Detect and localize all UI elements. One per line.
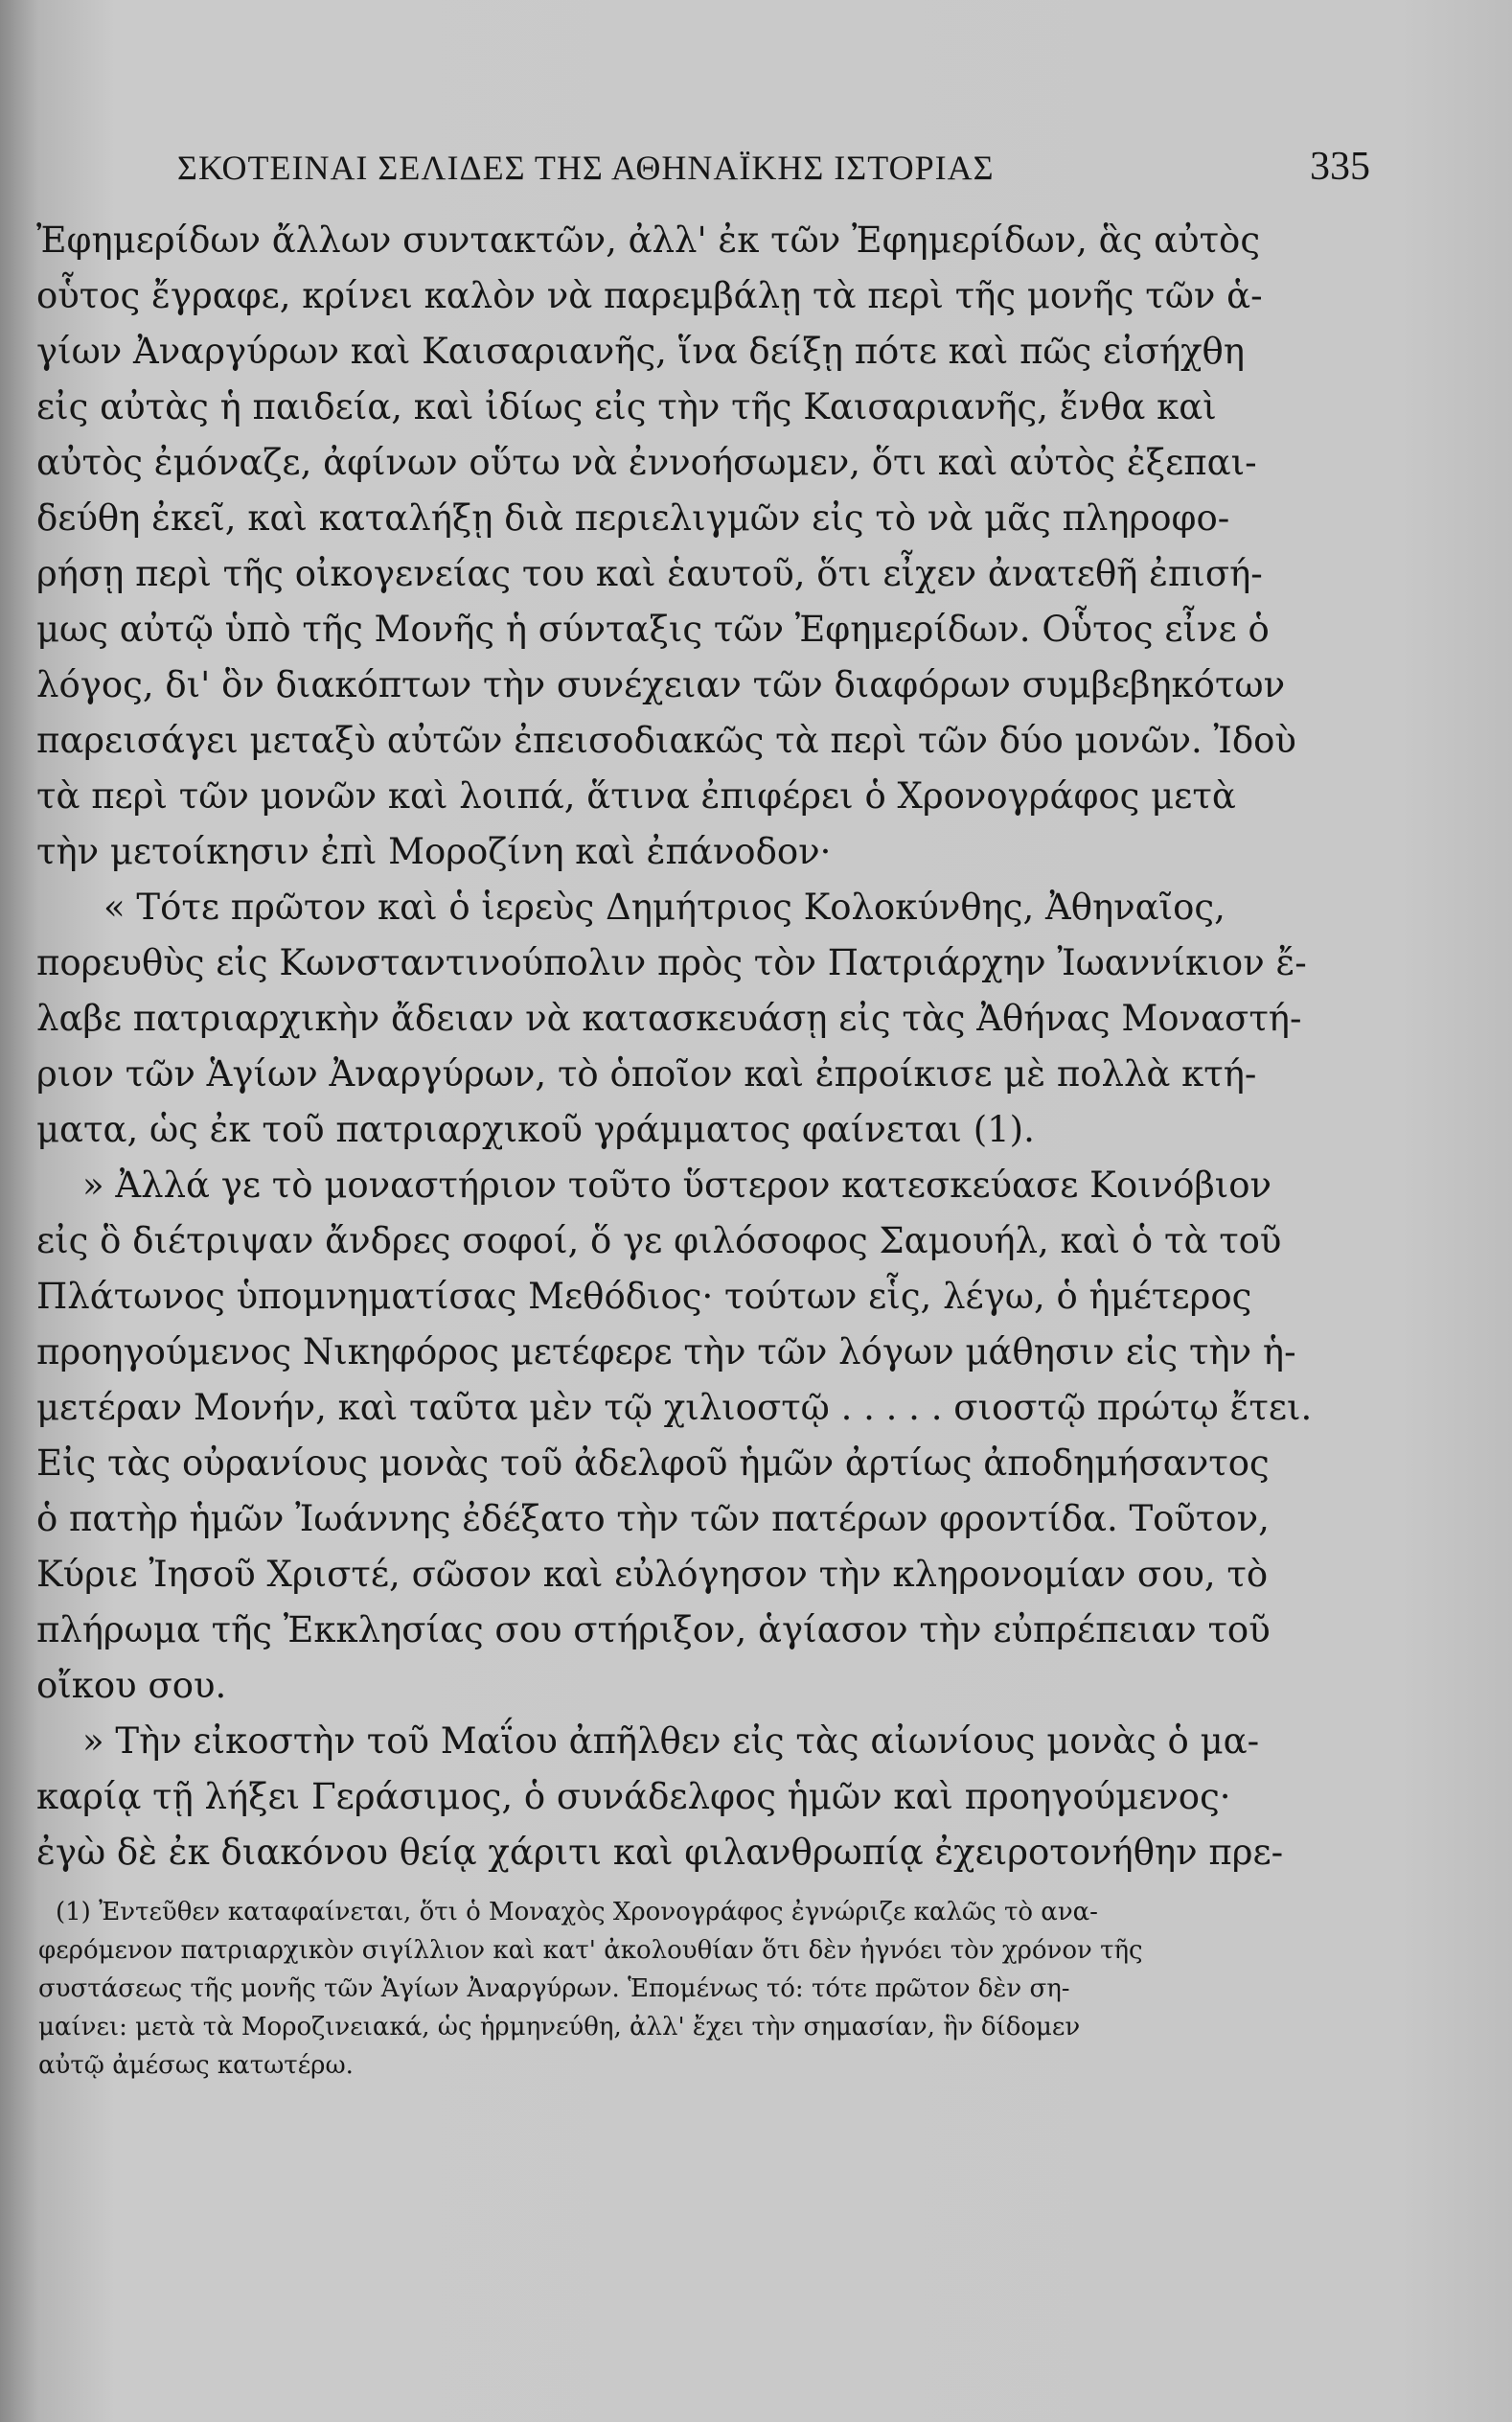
- footnote-line: μαίνει: μετὰ τὰ Μοροζινειακά, ὡς ἡρμηνεύθη, ἀλλ' ἔχει τὴν σημασίαν, ἣν δίδομεν: [38, 2013, 1081, 2041]
- footnote-line: (1) Ἐντεῦθεν καταφαίνεται, ὅτι ὁ Μοναχὸς Χρονογράφος ἐγνώριζε καλῶς τὸ ανα-: [56, 1898, 1098, 1926]
- text-line: καρίᾳ τῇ λήξει Γεράσιμος, ὁ συνάδελφος ἡμῶν καὶ προηγούμενος·: [36, 1776, 1231, 1817]
- text-line: ἐγὼ δὲ ἐκ διακόνου θείᾳ χάριτι καὶ φιλανθρωπίᾳ ἐχειροτονήθην πρε-: [36, 1832, 1284, 1873]
- text-line: δεύθη ἐκεῖ, καὶ καταλήξῃ διὰ περιελιγμῶν εἰς τὸ νὰ μᾶς πληροφο-: [36, 497, 1230, 539]
- text-line: τὴν μετοίκησιν ἐπὶ Μοροζίνη καὶ ἐπάνοδον·: [36, 831, 832, 872]
- footnote-line: συστάσεως τῆς μονῆς τῶν Ἁγίων Ἀναργύρων. Ἑπομένως τό: τότε πρῶτον δὲν ση-: [38, 1974, 1070, 2003]
- text-line: » Ἀλλά γε τὸ μοναστήριον τοῦτο ὕστερον κατεσκεύασε Κοινόβιον: [82, 1165, 1272, 1206]
- text-line: λαβε πατριαρχικὴν ἄδειαν νὰ κατασκευάσῃ εἰς τὰς Ἀθήνας Μοναστή-: [36, 998, 1302, 1039]
- text-line: μετέραν Μονήν, καὶ ταῦτα μὲν τῷ χιλιοστῷ . . . . . σιοστῷ πρώτῳ ἔτει.: [36, 1387, 1313, 1428]
- text-line: λόγος, δι' ὃν διακόπτων τὴν συνέχειαν τῶν διαφόρων συμβεβηκότων: [36, 664, 1286, 705]
- running-title: ΣΚΟΤΕΙΝΑΙ ΣΕΛΙΔΕΣ ΤΗΣ ΑΘΗΝΑΪΚΗΣ ΙΣΤΟΡΙΑΣ: [177, 149, 995, 187]
- text-line: Κύριε Ἰησοῦ Χριστέ, σῶσον καὶ εὐλόγησον τὴν κληρονομίαν σου, τὸ: [36, 1554, 1269, 1595]
- text-line: » Τὴν εἰκοστὴν τοῦ Μαΐου ἀπῆλθεν εἰς τὰς αἰωνίους μονὰς ὁ μα-: [82, 1720, 1260, 1762]
- footnote-line: φερόμενον πατριαρχικὸν σιγίλλιον καὶ κατ' ἀκολουθίαν ὅτι δὲν ἠγνόει τὸν χρόνον τῆς: [38, 1936, 1143, 1965]
- text-line: ριον τῶν Ἁγίων Ἀναργύρων, τὸ ὁποῖον καὶ ἐπροίκισε μὲ πολλὰ κτή-: [36, 1053, 1257, 1095]
- text-line: οἴκου σου.: [36, 1665, 227, 1706]
- text-line: οὗτος ἔγραφε, κρίνει καλὸν νὰ παρεμβάλῃ τὰ περὶ τῆς μονῆς τῶν ἁ-: [36, 275, 1263, 316]
- text-line: ρήσῃ περὶ τῆς οἰκογενείας του καὶ ἑαυτοῦ, ὅτι εἶχεν ἀνατεθῆ ἐπισή-: [36, 553, 1263, 594]
- text-line: πλήρωμα τῆς Ἐκκλησίας σου στήριξον, ἁγίασον τὴν εὐπρέπειαν τοῦ: [36, 1609, 1271, 1650]
- text-line: γίων Ἀναργύρων καὶ Καισαριανῆς, ἵνα δείξῃ πότε καὶ πῶς εἰσήχθη: [36, 331, 1245, 372]
- text-line: αὐτὸς ἐμόναζε, ἀφίνων οὕτω νὰ ἐννοήσωμεν, ὅτι καὶ αὐτὸς ἐξεπαι-: [36, 442, 1257, 483]
- text-line: τὰ περὶ τῶν μονῶν καὶ λοιπά, ἅτινα ἐπιφέρει ὁ Χρονογράφος μετὰ: [36, 775, 1236, 817]
- page-number: 335: [1310, 145, 1370, 189]
- text-line: ματα, ὡς ἐκ τοῦ πατριαρχικοῦ γράμματος φαίνεται (1).: [36, 1109, 1035, 1150]
- text-line: μως αὐτῷ ὑπὸ τῆς Μονῆς ἡ σύνταξις τῶν Ἐφημερίδων. Οὗτος εἶνε ὁ: [36, 609, 1270, 650]
- text-line: παρεισάγει μεταξὺ αὐτῶν ἐπεισοδιακῶς τὰ περὶ τῶν δύο μονῶν. Ἰδοὺ: [36, 720, 1296, 761]
- text-line: « Τότε πρῶτον καὶ ὁ ἱερεὺς Δημήτριος Κολοκύνθης, Ἀθηναῖος,: [103, 887, 1226, 928]
- text-line: προηγούμενος Νικηφόρος μετέφερε τὴν τῶν λόγων μάθησιν εἰς τὴν ἡ-: [36, 1331, 1296, 1372]
- text-line: ὁ πατὴρ ἡμῶν Ἰωάννης ἐδέξατο τὴν τῶν πατέρων φροντίδα. Τοῦτον,: [36, 1498, 1270, 1539]
- text-line: Ἐφημερίδων ἄλλων συντακτῶν, ἀλλ' ἐκ τῶν Ἐφημερίδων, ἃς αὐτὸς: [36, 219, 1261, 261]
- text-line: εἰς ὃ διέτριψαν ἄνδρες σοφοί, ὅ γε φιλόσοφος Σαμουήλ, καὶ ὁ τὰ τοῦ: [36, 1220, 1282, 1261]
- text-line: Πλάτωνος ὑπομνηματίσας Μεθόδιος· τούτων εἷς, λέγω, ὁ ἡμέτερος: [36, 1276, 1252, 1317]
- text-line: πορευθὺς εἰς Κωνσταντινούπολιν πρὸς τὸν Πατριάρχην Ἰωαννίκιον ἔ-: [36, 942, 1307, 983]
- main-text: [36, 213, 1474, 1880]
- text-line: εἰς αὐτὰς ἡ παιδεία, καὶ ἰδίως εἰς τὴν τῆς Καισαριανῆς, ἔνθα καὶ: [36, 386, 1217, 427]
- page-header: [177, 144, 1370, 201]
- footnote: [38, 1893, 1476, 2085]
- text-line: Εἰς τὰς οὐρανίους μονὰς τοῦ ἀδελφοῦ ἡμῶν ἀρτίως ἀποδημήσαντος: [36, 1442, 1270, 1484]
- footnote-line: αὐτῷ ἀμέσως κατωτέρω.: [38, 2051, 354, 2080]
